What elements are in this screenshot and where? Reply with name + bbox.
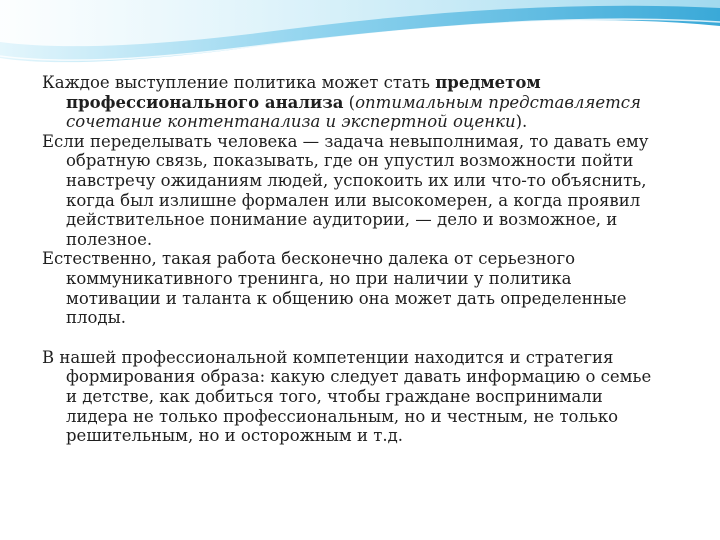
text-run: Если переделывать человека — задача невыполнимая, то давать ему [42,131,649,151]
text-line [42,112,708,132]
text-run: лидера не только профессиональным, но и честным, не только [66,406,619,426]
text-run: решительным, но и осторожным и т.д. [66,426,404,446]
text-run: плоды. [66,308,126,328]
text-run: коммуникативного тренинга, но при наличии у политика [66,268,572,288]
text-run: полезное. [66,229,153,249]
text-line [42,348,708,368]
decorative-top-wave [0,0,720,75]
text-line [42,387,708,407]
italic-text: оптимальным представляется [355,92,641,112]
text-line [42,269,708,289]
text-line [42,367,708,387]
paragraph [42,73,708,132]
text-run: обратную связь, показывать, где он упустил возможности пойти [66,151,634,171]
text-line [42,171,708,191]
text-run: мотивации и таланта к общению она может дать определенные [66,288,627,308]
text-line [42,191,708,211]
text-run: Каждое выступление политика может стать [42,73,436,92]
bold-text: профессионального анализа [66,92,344,112]
text-run: В нашей профессиональной компетенции находится и стратегия [42,347,614,367]
text-line [42,308,708,328]
slide-body-text [42,73,708,446]
text-line [42,73,708,93]
text-run: действительное понимание аудитории, — дело и возможное, и [66,210,618,230]
text-line [42,407,708,427]
text-run: ). [515,112,528,132]
text-run: ( [343,92,356,112]
text-line [42,289,708,309]
text-line [42,93,708,113]
paragraph [42,348,708,446]
text-line [42,132,708,152]
text-line [42,249,708,269]
paragraph [42,132,708,250]
text-run: когда был излишне формален или высокомерен, а когда проявил [66,190,641,210]
text-run: формирования образа: какую следует давать информацию о семье [66,367,652,387]
text-line [42,426,708,446]
text-line [42,230,708,250]
text-run: и детстве, как добиться того, чтобы граждане воспринимали [66,386,603,406]
text-run: навстречу ожиданиям людей, успокоить их или что-то объяснить, [66,170,647,190]
text-line [42,210,708,230]
paragraph [42,249,708,327]
bold-text: предметом [435,73,541,92]
text-run: Естественно, такая работа бесконечно далека от серьезного [42,249,576,269]
italic-text: сочетание контентанализа и экспертной оценки [66,112,516,132]
text-line [42,151,708,171]
